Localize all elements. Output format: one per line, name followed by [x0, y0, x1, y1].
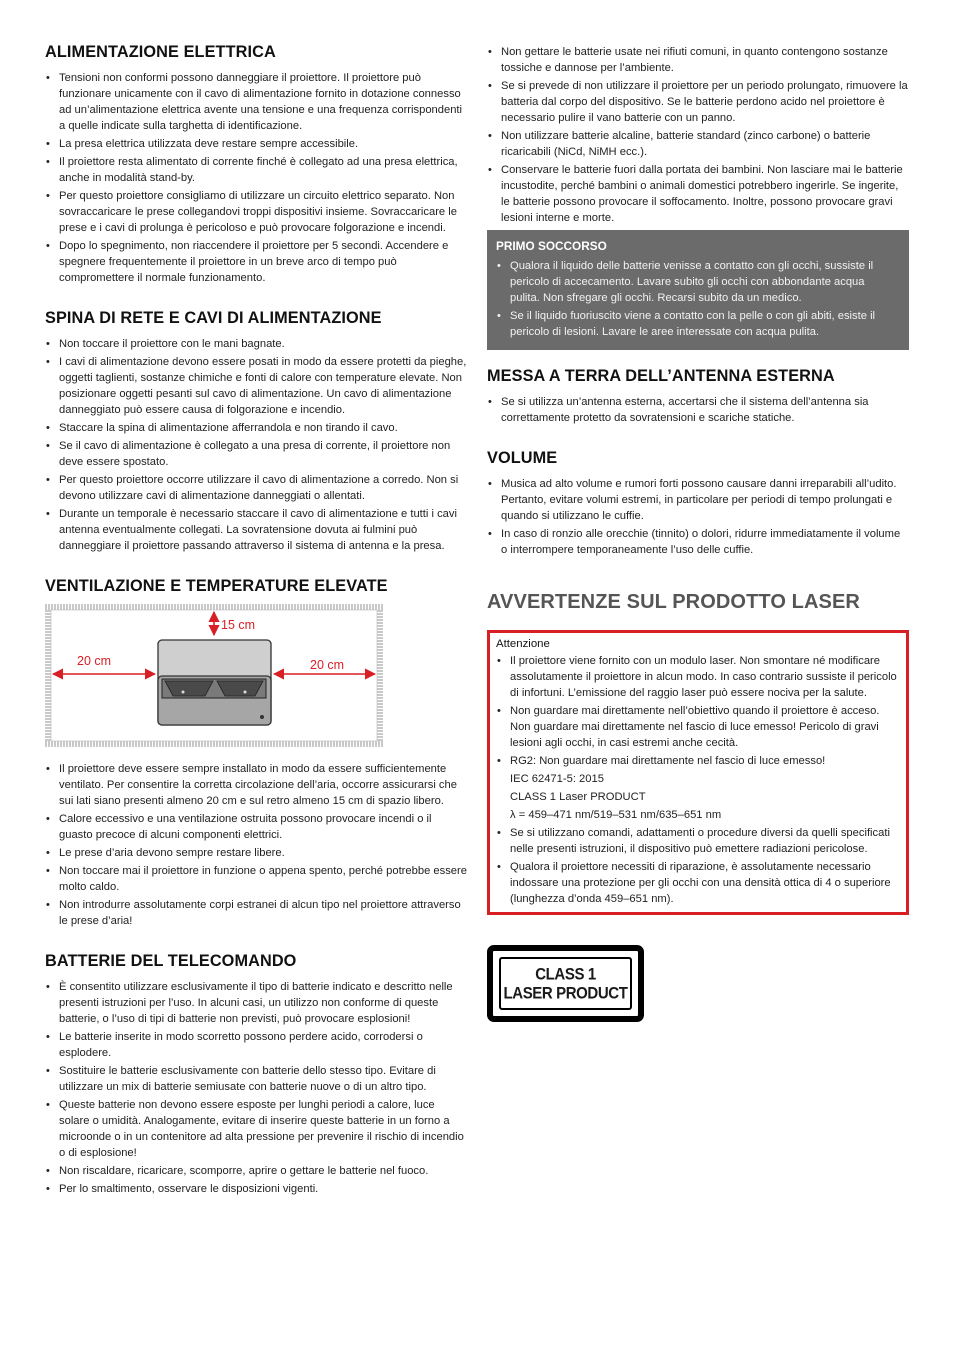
wall-right — [377, 610, 383, 741]
left-clearance-label: 20 cm — [77, 654, 112, 668]
list-item: • Il proiettore resta alimentato di corrente finché è collegato ad una presa elettrica, anche in modalità stand-by. — [45, 154, 467, 186]
list-item: • Queste batterie non devono essere esposte per lunghi periodi a calore, luce solare o umidità. Analogamente, evitare di inserire queste batterie in un forno a microonde o in un contenitore ad alta pressione per prevenire il rischio di incendio o di esplosione! — [45, 1097, 467, 1161]
attention-label: Attenzione — [496, 638, 550, 650]
list-item: • Se il cavo di alimentazione è collegato a una presa di corrente, il proiettore non deve essere spostato. — [45, 438, 467, 470]
bullet-list — [45, 761, 467, 929]
laser-spec-block — [496, 771, 898, 823]
list-item: • Non introdurre assolutamente corpi estranei di alcun tipo nel proiettore attraverso le prese d’aria! — [45, 897, 467, 929]
section-power — [45, 42, 467, 286]
list-item: • È consentito utilizzare esclusivamente il tipo di batterie indicato e descritto nelle presenti istruzioni per l’uso. In alcuni casi, un utilizzo non conforme di queste batterie, o l’uso di tipi di batterie non previsti, può provocare esplosioni! — [45, 979, 467, 1027]
list-item: • Non toccare mai il proiettore in funzione o appena spento, perché potrebbe essere molto caldo. — [45, 863, 467, 895]
projector-icon — [158, 640, 271, 725]
right-clearance-label: 20 cm — [310, 658, 345, 672]
section-title: VOLUME — [487, 449, 558, 467]
list-item: • Il proiettore deve essere sempre installato in modo da essere sufficientemente ventilato. Per consentire la corretta circolazione dell’aria, occorre assicurarsi che sui lati siano presenti almeno 20 cm e sul retro almeno 15 cm di spazio libero. — [45, 761, 467, 809]
list-item: • Non utilizzare batterie alcaline, batterie standard (zinco carbone) o batterie ricaricabili (NiCd, NiMH ecc.). — [487, 128, 909, 160]
left-column — [45, 42, 467, 1199]
list-item: • Calore eccessivo e una ventilazione ostruita possono provocare incendi o il guasto precoce di alcuni componenti elettrici. — [45, 811, 467, 843]
bullet-list — [487, 394, 909, 426]
list-item: • Le prese d’aria devono sempre restare libere. — [45, 845, 467, 861]
list-item: • In caso di ronzio alle orecchie (tinnito) o dolori, ridurre immediatamente il volume o interrompere temporaneamente l’uso delle cuffie. — [487, 526, 909, 558]
first-aid-box — [487, 230, 909, 350]
laser-warning-box — [487, 630, 909, 915]
section-title: SPINA DI RETE E CAVI DI ALIMENTAZIONE — [45, 309, 382, 327]
spec-line: CLASS 1 Laser PRODUCT — [510, 791, 646, 803]
list-item: • Per questo proiettore occorre utilizzare il cavo di alimentazione a corredo. Non si devono utilizzare cavi di alimentazione danneggiati o allentati. — [45, 472, 467, 504]
list-item: • Le batterie inserite in modo scorretto possono perdere acido, corrodersi o esplodere. — [45, 1029, 467, 1061]
section-batteries-continued — [487, 44, 909, 226]
bullet-list — [45, 336, 467, 554]
bullet-list — [45, 979, 467, 1197]
list-item: • Il proiettore viene fornito con un modulo laser. Non smontare né modificare assolutamente il proiettore in alcun modo. In caso contrario sussiste il pericolo di infortuni. L’emissione del raggio laser può essere nociva per la salute. — [496, 653, 898, 701]
section-plug — [45, 308, 467, 554]
wall-top — [45, 604, 383, 610]
spec-line: λ = 459–471 nm/519–531 nm/635–651 nm — [510, 809, 722, 821]
right-column — [487, 44, 909, 1022]
laser-class-label — [487, 945, 644, 1022]
list-item: • Non toccare il proiettore con le mani bagnate. — [45, 336, 467, 352]
list-item: • Non riscaldare, ricaricare, scomporre, aprire o gettare le batterie nel fuoco. — [45, 1163, 467, 1179]
list-item: • Conservare le batterie fuori dalla portata dei bambini. Non lasciare mai le batterie incustodite, perché bambini o animali domestici potrebbero ingerirle. Se ingerite, le batterie possono provocare il soffocamento. Inoltre, possono provocare gravi lesioni interne e morte. — [487, 162, 909, 226]
list-item: • La presa elettrica utilizzata deve restare sempre accessibile. — [45, 136, 467, 152]
class-label-line1: CLASS 1 — [535, 964, 596, 984]
bullet-list — [496, 258, 897, 340]
list-item: • Se si utilizzano comandi, adattamenti o procedure diversi da quelli specificati nelle presenti istruzioni, il dispositivo può emettere radiazioni pericolose. — [496, 825, 898, 857]
list-item: • Sostituire le batterie esclusivamente con batterie dello stesso tipo. Evitare di utilizzare un mix di batterie semiusate con batterie nuove o di un altro tipo. — [45, 1063, 467, 1095]
list-item: • I cavi di alimentazione devono essere posati in modo da essere protetti da pieghe, oggetti taglienti, sostanze chimiche e fonti di calore con temperature elevate. Non posizionare oggetti pesanti sul cavo di alimentazione. Un cavo di alimentazione danneggiato può essere causa di folgorazione e incendio. — [45, 354, 467, 418]
top-clearance-label: 15 cm — [221, 618, 256, 632]
list-item: • Non gettare le batterie usate nei rifiuti comuni, in quanto contengono sostanze tossiche e dannose per l’ambiente. — [487, 44, 909, 76]
bullet-list — [45, 70, 467, 286]
list-item: • Qualora il proiettore necessiti di riparazione, è assolutamente necessario indossare una protezione per gli occhi con una densità ottica di 4 o superiore (lunghezza d’onda 459–651 nm). — [496, 859, 898, 907]
ventilation-clearance-diagram — [45, 604, 383, 747]
list-item: • Musica ad alto volume e rumori forti possono causare danni irreparabili all’udito. Pertanto, evitare volumi estremi, in particolare per periodi di tempo prolungati e quando si utilizzano le cuffie. — [487, 476, 909, 524]
list-item: • Dopo lo spegnimento, non riaccendere il proiettore per 5 secondi. Accendere e spegnere frequentemente il proiettore in un breve arco di tempo può compromettere il normale funzionamento. — [45, 238, 467, 286]
section-antenna — [487, 366, 909, 426]
bullet-list — [496, 825, 898, 907]
list-item: • Tensioni non conformi possono danneggiare il proiettore. Il proiettore può funzionare unicamente con il cavo di alimentazione fornito in dotazione connesso ad un’alimentazione elettrica avente una tensione e una frequenza corrispondenti a quelle indicate sulla targhetta di identificazione. — [45, 70, 467, 134]
wall-bottom — [45, 741, 383, 747]
list-item: • Se il liquido fuoriuscito viene a contatto con la pelle o con gli abiti, esiste il pericolo di lesioni. Lavare le aree interessate con acqua pulita. — [496, 308, 897, 340]
list-item: • Se si utilizza un’antenna esterna, accertarsi che il sistema dell’antenna sia correttamente protetto da sovratensioni e scariche statiche. — [487, 394, 909, 426]
bullet-list — [487, 44, 909, 226]
list-item: • Per questo proiettore consigliamo di utilizzare un circuito elettrico separato. Non sovraccaricare le prese collegandovi troppi dispositivi insieme. Sovraccaricare le prese e i cavi di prolunga è pericoloso e può provocare folgorazione e incendi. — [45, 188, 467, 236]
list-item: • Per lo smaltimento, osservare le disposizioni vigenti. — [45, 1181, 467, 1197]
section-title: MESSA A TERRA DELL’ANTENNA ESTERNA — [487, 367, 835, 385]
section-title: ALIMENTAZIONE ELETTRICA — [45, 43, 276, 61]
list-item: • Durante un temporale è necessario staccare il cavo di alimentazione e tutti i cavi antenna eventualmente collegati. La sovratensione dovuta ai fulmini può danneggiare il proiettore passando attraverso il sistema di antenna e la presa. — [45, 506, 467, 554]
class-label-line2: LASER PRODUCT — [503, 983, 628, 1003]
bullet-list — [487, 476, 909, 558]
wall-left — [45, 610, 51, 741]
list-item: • Se si prevede di non utilizzare il proiettore per un periodo prolungato, rimuovere la batteria dal corpo del dispositivo. Se le batterie perdono acido nel proiettore è necessario pulire il vano batterie con un panno. — [487, 78, 909, 126]
section-title: BATTERIE DEL TELECOMANDO — [45, 952, 297, 970]
laser-warnings-title: AVVERTENZE SUL PRODOTTO LASER — [487, 591, 860, 613]
section-batteries — [45, 951, 467, 1197]
section-title: VENTILAZIONE E TEMPERATURE ELEVATE — [45, 577, 388, 595]
list-item: • Qualora il liquido delle batterie venisse a contatto con gli occhi, sussiste il pericolo di accecamento. Lavare subito gli occhi con abbondante acqua pulita. Non sfregare gli occhi. Recarsi subito da un medico. — [496, 258, 897, 306]
section-ventilation — [45, 576, 467, 929]
list-item: • Staccare la spina di alimentazione afferrandola e non tirando il cavo. — [45, 420, 467, 436]
first-aid-title: PRIMO SOCCORSO — [496, 239, 607, 253]
spec-line: IEC 62471-5: 2015 — [510, 773, 604, 785]
list-item: • Non guardare mai direttamente nell’obiettivo quando il proiettore è acceso. Non guardare mai direttamente nel fascio di luce emesso! Pericolo di gravi lesioni agli occhi, in casi estremi anche cecità. — [496, 703, 898, 751]
section-volume — [487, 448, 909, 558]
bullet-list — [496, 653, 898, 769]
list-item: • RG2: Non guardare mai direttamente nel fascio di luce emesso! — [496, 753, 898, 769]
